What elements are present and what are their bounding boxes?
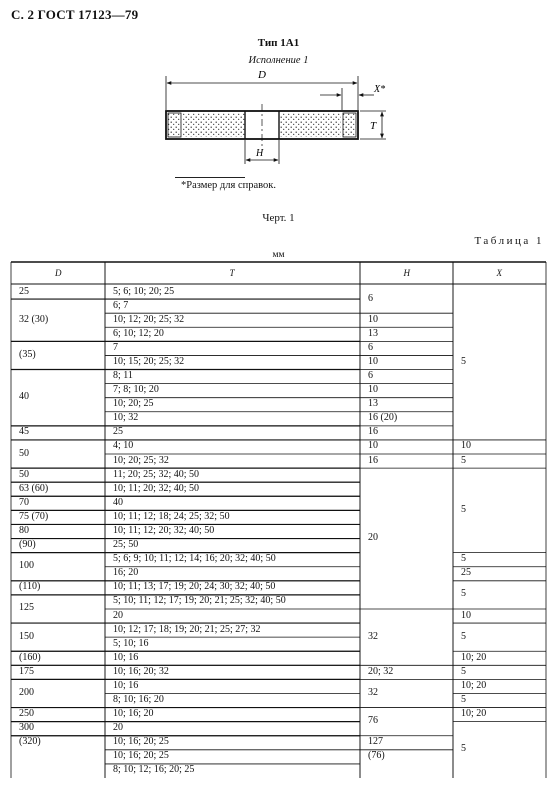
cell-d: 200 — [19, 686, 34, 698]
cell-t: 11; 20; 25; 32; 40; 50 — [113, 468, 200, 480]
cell-h: 127 — [368, 736, 383, 748]
figure-caption: Черт. 1 — [262, 212, 295, 224]
cell-h: 13 — [368, 327, 378, 339]
cell-d: (160) — [19, 651, 41, 663]
cell-d: 75 (70) — [19, 510, 49, 522]
header-t: T — [229, 268, 235, 278]
cell-d: 300 — [19, 722, 34, 734]
cell-d: 50 — [19, 468, 29, 480]
cell-d: (35) — [19, 348, 36, 360]
cell-t: 7 — [113, 341, 118, 353]
table-label: Таблица 1 — [474, 235, 544, 247]
cell-t: 8; 11 — [113, 370, 133, 382]
cell-x: 5 — [461, 743, 466, 755]
label-d: D — [258, 69, 266, 81]
footnote: *Размер для справок. — [181, 180, 277, 191]
header-d: D — [55, 268, 62, 278]
cell-t: 10; 20; 25 — [113, 398, 154, 410]
cell-x: 5 — [461, 553, 466, 565]
variant-title: Исполнение 1 — [248, 55, 309, 66]
cell-t: 10; 11; 12; 18; 24; 25; 32; 50 — [113, 510, 230, 522]
cell-t: 10; 16 — [113, 651, 139, 663]
cell-h: 16 (20) — [368, 412, 398, 424]
cell-d: 25 — [19, 285, 29, 297]
cell-t: 10; 11; 13; 17; 19; 20; 24; 30; 32; 40; 50 — [113, 581, 276, 593]
cell-x: 10 — [461, 440, 471, 452]
cell-t: 10; 20; 25; 32 — [113, 454, 169, 466]
cell-x: 5 — [461, 588, 466, 600]
label-t: T — [370, 120, 377, 132]
cell-t: 10; 12; 17; 18; 19; 20; 21; 25; 27; 32 — [113, 623, 261, 635]
cell-h: 6 — [368, 341, 373, 353]
cell-t: 25; 50 — [113, 539, 139, 551]
cell-d: 40 — [19, 391, 29, 403]
cell-t: 7; 8; 10; 20 — [113, 384, 159, 396]
cell-t: 10; 15; 20; 25; 32 — [113, 355, 185, 367]
cell-x: 5 — [461, 665, 466, 677]
cell-d: 45 — [19, 426, 29, 438]
cell-x: 10; 20 — [461, 651, 487, 663]
cell-h: 10 — [368, 384, 378, 396]
cell-t: 5; 10; 11; 12; 17; 19; 20; 21; 25; 32; 40; 50 — [113, 595, 286, 607]
cell-t: 10; 16 — [113, 679, 139, 691]
cell-d: 100 — [19, 560, 34, 572]
cell-h: 20 — [368, 532, 378, 544]
cell-d: 80 — [19, 525, 29, 536]
cell-d: 70 — [19, 496, 29, 508]
cell-d: 175 — [19, 665, 34, 677]
cell-d: (90) — [19, 539, 36, 551]
cell-t: 5; 10; 16 — [113, 637, 149, 649]
header-x: X — [496, 268, 502, 278]
cell-t: 10; 16; 20; 25 — [113, 736, 169, 748]
cell-x: 5 — [461, 694, 466, 706]
cell-h: 13 — [368, 398, 378, 410]
cell-x: 10 — [461, 609, 471, 621]
cell-t: 20 — [113, 609, 123, 621]
cell-x: 10; 20 — [461, 679, 487, 691]
cell-d: 150 — [19, 630, 34, 642]
page-header: С. 2 ГОСТ 17123—79 — [11, 7, 139, 22]
cell-t: 4; 10 — [113, 440, 134, 452]
cell-d: (110) — [19, 581, 41, 593]
cell-d: 250 — [19, 708, 34, 720]
cell-h: 20; 32 — [368, 665, 394, 677]
cell-h: (76) — [368, 750, 385, 762]
cell-x: 10; 20 — [461, 708, 487, 720]
cell-t: 5; 6; 9; 10; 11; 12; 14; 16; 20; 32; 40; 50 — [113, 553, 276, 565]
cell-t: 6; 10; 12; 20 — [113, 327, 164, 339]
type-title: Тип 1А1 — [257, 37, 300, 49]
cell-h: 76 — [368, 715, 378, 727]
label-x: X* — [374, 84, 386, 95]
label-h: H — [256, 148, 264, 159]
cell-d: 50 — [19, 447, 29, 459]
cell-x: 5 — [461, 503, 466, 515]
cell-h: 16 — [368, 426, 378, 438]
cell-h: 32 — [368, 630, 378, 642]
cell-t: 25 — [113, 426, 123, 438]
cell-t: 8; 10; 16; 20 — [113, 694, 164, 706]
units-label: мм — [272, 250, 285, 260]
cell-x: 5 — [461, 454, 466, 466]
cell-x: 5 — [461, 355, 466, 367]
cell-t: 10; 16; 20; 32 — [113, 665, 169, 677]
cell-d: 32 (30) — [19, 313, 49, 325]
cell-t: 16; 20 — [113, 567, 139, 579]
cell-d: 125 — [19, 602, 34, 614]
cell-t: 5; 6; 10; 20; 25 — [113, 285, 175, 297]
cell-t: 40 — [113, 496, 123, 508]
cell-t: 10; 32 — [113, 412, 139, 424]
cell-t: 10; 12; 20; 25; 32 — [113, 313, 185, 325]
cell-t: 10; 16; 20; 25 — [113, 750, 169, 762]
cell-h: 6 — [368, 370, 373, 382]
cell-t: 10; 16; 20 — [113, 708, 154, 720]
cell-x: 25 — [461, 567, 471, 579]
cell-h: 16 — [368, 454, 378, 466]
cell-h: 32 — [368, 686, 378, 698]
cell-h: 6 — [368, 292, 373, 304]
cell-t: 8; 10; 12; 16; 20; 25 — [113, 764, 195, 776]
cell-x: 5 — [461, 630, 466, 642]
cell-h: 10 — [368, 313, 378, 325]
cell-d: 63 (60) — [19, 482, 49, 494]
cell-h: 10 — [368, 355, 378, 367]
cell-t: 10; 11; 12; 20; 32; 40; 50 — [113, 525, 215, 536]
cell-t: 20 — [113, 722, 123, 734]
cell-t: 6; 7 — [113, 299, 129, 311]
cell-d: (320) — [19, 736, 41, 748]
cell-h: 10 — [368, 440, 378, 452]
header-h: H — [403, 268, 410, 278]
cell-t: 10; 11; 20; 32; 40; 50 — [113, 482, 200, 494]
